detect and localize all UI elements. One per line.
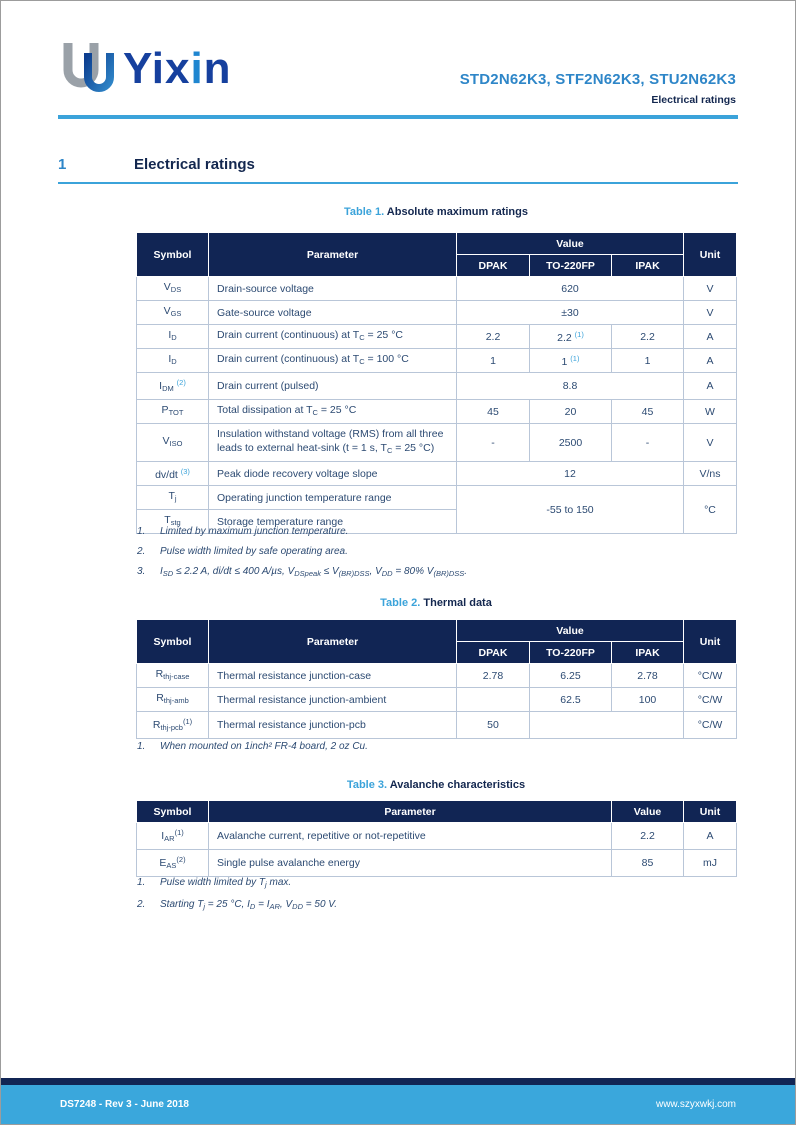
footer-website-link[interactable]: www.szyxwkj.com [655,1099,736,1110]
col-header-value: Value [612,801,684,823]
cell-parameter: Drain-source voltage [209,277,457,301]
col-header-ipak: IPAK [612,255,684,277]
cell-symbol: $E_{AS}^{(2)}$ [137,850,209,877]
cell-unit: A [684,823,737,850]
section-number: 1 [58,156,67,173]
cell-unit: A [684,325,737,349]
cell-value-dpak: - [457,424,530,462]
logo-letter: i [190,44,204,93]
footnote-number: 1. [137,741,146,752]
footnote [137,740,737,753]
footnote [137,565,737,580]
footnote-text: Pulse width limited by safe operating area. [160,546,348,557]
col-header-symbol: Symbol [137,233,209,277]
cell-parameter: Gate-source voltage [209,301,457,325]
cell-value-dpak: 45 [457,400,530,424]
cell-value: 2.2 [612,823,684,850]
cell-value-dpak [457,688,530,712]
table2-footnotes [137,740,737,760]
footer-doc-revision: DS7248 - Rev 3 - June 2018 [60,1099,189,1110]
col-header-parameter: Parameter [209,233,457,277]
footnote [137,525,737,538]
thermal-data-table [136,619,737,739]
cell-parameter: Drain current (pulsed) [209,373,457,400]
cell-symbol: $V_{ISO}$ [137,424,209,462]
cell-value-ipak: 2.78 [612,664,684,688]
cell-symbol: $I_{AR}^{(1)}$ [137,823,209,850]
cell-symbol: $V_{DS}$ [137,277,209,301]
cell-parameter: Operating junction temperature range [209,486,457,510]
cell-symbol: $I_D$ [137,325,209,349]
cell-symbol: $P_{TOT}$ [137,400,209,424]
cell-unit: V/ns [684,462,737,486]
cell-parameter: Total dissipation at $T_C = 25$ °C [209,400,457,424]
table-row [137,424,737,462]
cell-value: 85 [612,850,684,877]
cell-parameter: Insulation withstand voltage (RMS) from all three leads to external heat-sink (t = 1 s, $T_C = 25$ °C) [209,424,457,462]
col-header-to220fp: TO-220FP [530,642,612,664]
cell-symbol: $T_j$ [137,486,209,510]
col-header-unit: Unit [684,233,737,277]
footnote-text: $I_{SD} \le 2.2$ A, di/dt ≤ 400 A/µs, $V_{DSpeak} \le V_{(BR)DSS}$, $V_{DD} = 80\%$ $V_{(BR)DSS}$. [160,566,468,578]
cell-value-to220fp: 62.5 [530,688,612,712]
cell-value-ipak: 100 [612,688,684,712]
footnote-text: Pulse width limited by $T_j$ max. [160,877,292,889]
cell-value-dpak: 50 [457,712,530,739]
footnote-text: Limited by maximum junction temperature. [160,526,349,537]
col-header-unit: Unit [684,801,737,823]
col-header-dpak: DPAK [457,255,530,277]
footer-divider-bar [1,1078,795,1085]
table-row [137,301,737,325]
cell-value-to220fp: 1 $^{(1)}$ [530,349,612,373]
footnote-number: 1. [137,877,146,888]
cell-parameter: Thermal resistance junction-case [209,664,457,688]
footnote-number: 2. [137,899,146,910]
cell-parameter: Drain current (continuous) at $T_C = 100$ °C [209,349,457,373]
cell-unit: V [684,277,737,301]
table1-caption-label: Table 1. [343,206,385,218]
table1-caption-text: Absolute maximum ratings [386,206,528,218]
table3-caption-label: Table 3. [346,779,388,791]
logo-wordmark [123,41,232,97]
table-row [137,325,737,349]
col-header-value: Value [457,620,684,642]
cell-value-ipak: 1 [612,349,684,373]
cell-symbol: $I_{DM}$ $^{(2)}$ [137,373,209,400]
table-header-row [137,620,737,642]
cell-value-dpak: 1 [457,349,530,373]
cell-value: 8.8 [457,373,684,400]
logo-u-icon [57,41,123,104]
footnote-number: 2. [137,546,146,557]
cell-parameter: Avalanche current, repetitive or not-repetitive [209,823,612,850]
cell-unit: A [684,349,737,373]
col-header-parameter: Parameter [209,801,612,823]
table2-caption [136,597,736,609]
header-right [460,71,736,106]
cell-value-dpak: 2.78 [457,664,530,688]
footnote-text: Starting $T_j = 25$ °C, $I_D = I_{AR}$, $V_{DD} = 50$ V. [160,899,338,911]
col-header-to220fp: TO-220FP [530,255,612,277]
table-row [137,712,737,739]
cell-parameter: Thermal resistance junction-ambient [209,688,457,712]
table-header-row [137,233,737,255]
cell-symbol: $I_D$ [137,349,209,373]
logo-letter: i [151,44,165,93]
cell-value-to220fp: 20 [530,400,612,424]
cell-unit: °C/W [684,664,737,688]
footnote-number: 1. [137,526,146,537]
cell-parameter: Storage temperature range [209,510,457,534]
cell-value-to220fp: 6.25 [530,664,612,688]
cell-unit: mJ [684,850,737,877]
brand-logo [57,41,232,104]
table3-footnotes [137,876,737,920]
table-header-row [137,801,737,823]
cell-symbol: $V_{GS}$ [137,301,209,325]
col-header-value: Value [457,233,684,255]
cell-value: -55 to 150 [457,486,684,534]
absolute-maximum-ratings-table [136,232,737,534]
cell-parameter: Thermal resistance junction-pcb [209,712,457,739]
table1-footnotes [137,525,737,587]
table-row [137,823,737,850]
cell-value: 12 [457,462,684,486]
cell-value-merged [530,712,684,739]
avalanche-characteristics-table [136,800,737,877]
cell-symbol: $R_{thj-pcb}^{(1)}$ [137,712,209,739]
table1-caption [136,206,736,218]
footnote [137,876,737,891]
cell-value-ipak: 2.2 [612,325,684,349]
table-row [137,462,737,486]
section-title: Electrical ratings [134,156,255,173]
col-header-unit: Unit [684,620,737,664]
col-header-ipak: IPAK [612,642,684,664]
col-header-symbol: Symbol [137,620,209,664]
cell-unit: V [684,424,737,462]
logo-letter: n [203,44,232,93]
cell-symbol: $R_{thj-case}$ [137,664,209,688]
table-row [137,349,737,373]
cell-unit: W [684,400,737,424]
cell-parameter: Single pulse avalanche energy [209,850,612,877]
footnote-number: 3. [137,566,146,577]
col-header-dpak: DPAK [457,642,530,664]
table-row [137,277,737,301]
cell-symbol: dv/dt $^{(3)}$ [137,462,209,486]
cell-unit: °C/W [684,688,737,712]
table-row [137,850,737,877]
cell-parameter: Drain current (continuous) at $T_C = 25$ °C [209,325,457,349]
footnote-text: When mounted on 1inch² FR-4 board, 2 oz Cu. [160,741,368,752]
col-header-parameter: Parameter [209,620,457,664]
cell-unit: °C [684,486,737,534]
cell-parameter: Peak diode recovery voltage slope [209,462,457,486]
table2-caption-label: Table 2. [380,597,421,609]
page-subtitle: Electrical ratings [651,94,736,106]
cell-unit: V [684,301,737,325]
cell-symbol: $R_{thj-amb}$ [137,688,209,712]
logo-letter: x [164,44,191,93]
table-row [137,400,737,424]
section-rule [58,182,738,184]
logo-letter: Y [123,44,152,93]
cell-value-dpak: 2.2 [457,325,530,349]
product-title: STD2N62K3, STF2N62K3, STU2N62K3 [459,71,736,88]
cell-symbol: $T_{stg}$ [137,510,209,534]
table-row [137,373,737,400]
cell-value: ±30 [457,301,684,325]
cell-value: 620 [457,277,684,301]
table-row [137,664,737,688]
cell-value-to220fp: 2.2 $^{(1)}$ [530,325,612,349]
cell-value-ipak: 45 [612,400,684,424]
table-row [137,688,737,712]
cell-value-ipak: - [612,424,684,462]
footnote [137,545,737,558]
table3-caption-text: Avalanche characteristics [389,779,526,791]
header-rule [58,115,738,119]
table2-caption-text: Thermal data [423,597,492,609]
footnote [137,898,737,913]
col-header-symbol: Symbol [137,801,209,823]
cell-value-to220fp: 2500 [530,424,612,462]
table3-caption [136,779,736,791]
table-row [137,486,737,510]
cell-unit: A [684,373,737,400]
cell-unit: °C/W [684,712,737,739]
